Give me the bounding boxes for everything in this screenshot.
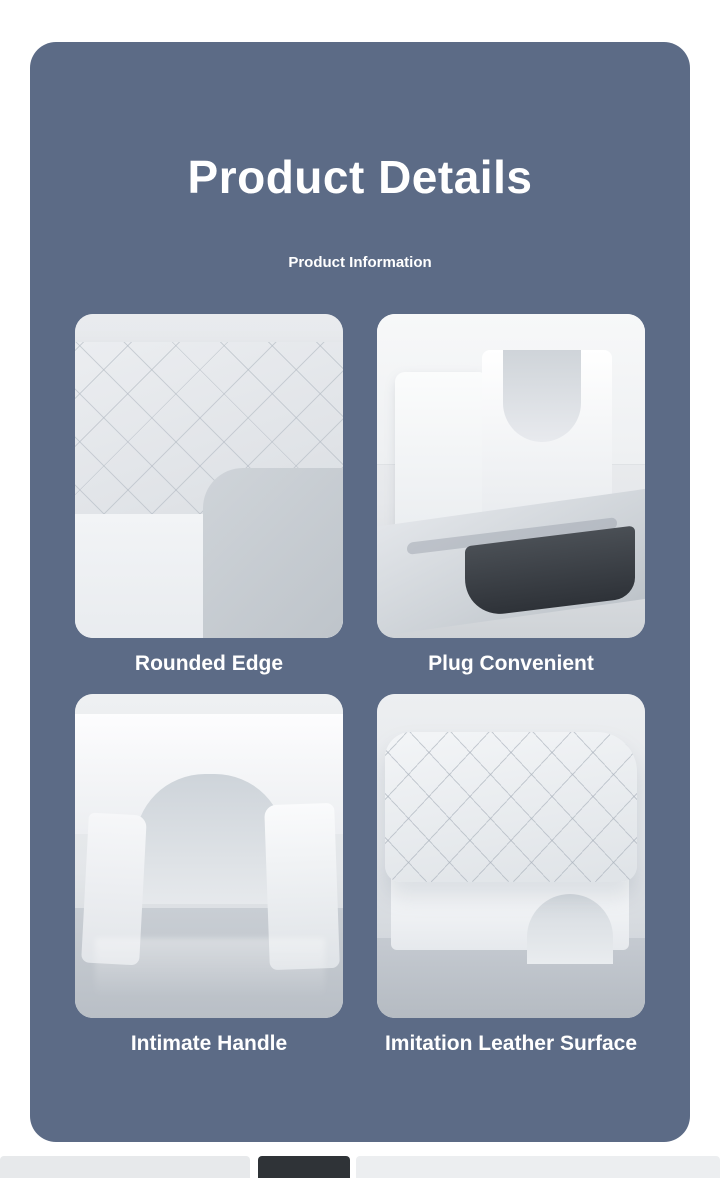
detail-card	[377, 314, 645, 676]
detail-card	[75, 314, 343, 676]
detail-caption: Intimate Handle	[130, 1032, 288, 1055]
detail-caption: Plug Convenient	[428, 652, 594, 675]
section-subtitle: Product Information	[288, 254, 432, 271]
detail-caption: Rounded Edge	[134, 652, 284, 675]
detail-image-rounded-edge	[75, 314, 343, 638]
page-title: Product Details	[187, 151, 533, 203]
peek-swatch-right	[356, 1156, 720, 1178]
detail-image-intimate-handle	[75, 694, 343, 1018]
next-section-peek	[0, 1142, 720, 1178]
detail-image-plug-convenient	[377, 314, 645, 638]
details-grid	[75, 314, 645, 1056]
peek-swatch-left	[0, 1156, 250, 1178]
detail-card	[377, 694, 645, 1056]
product-details-panel	[30, 42, 690, 1142]
detail-card	[75, 694, 343, 1056]
detail-image-imitation-leather-surface	[377, 694, 645, 1018]
peek-swatch-dark	[258, 1156, 350, 1178]
detail-caption: Imitation Leather Surface	[384, 1032, 638, 1055]
